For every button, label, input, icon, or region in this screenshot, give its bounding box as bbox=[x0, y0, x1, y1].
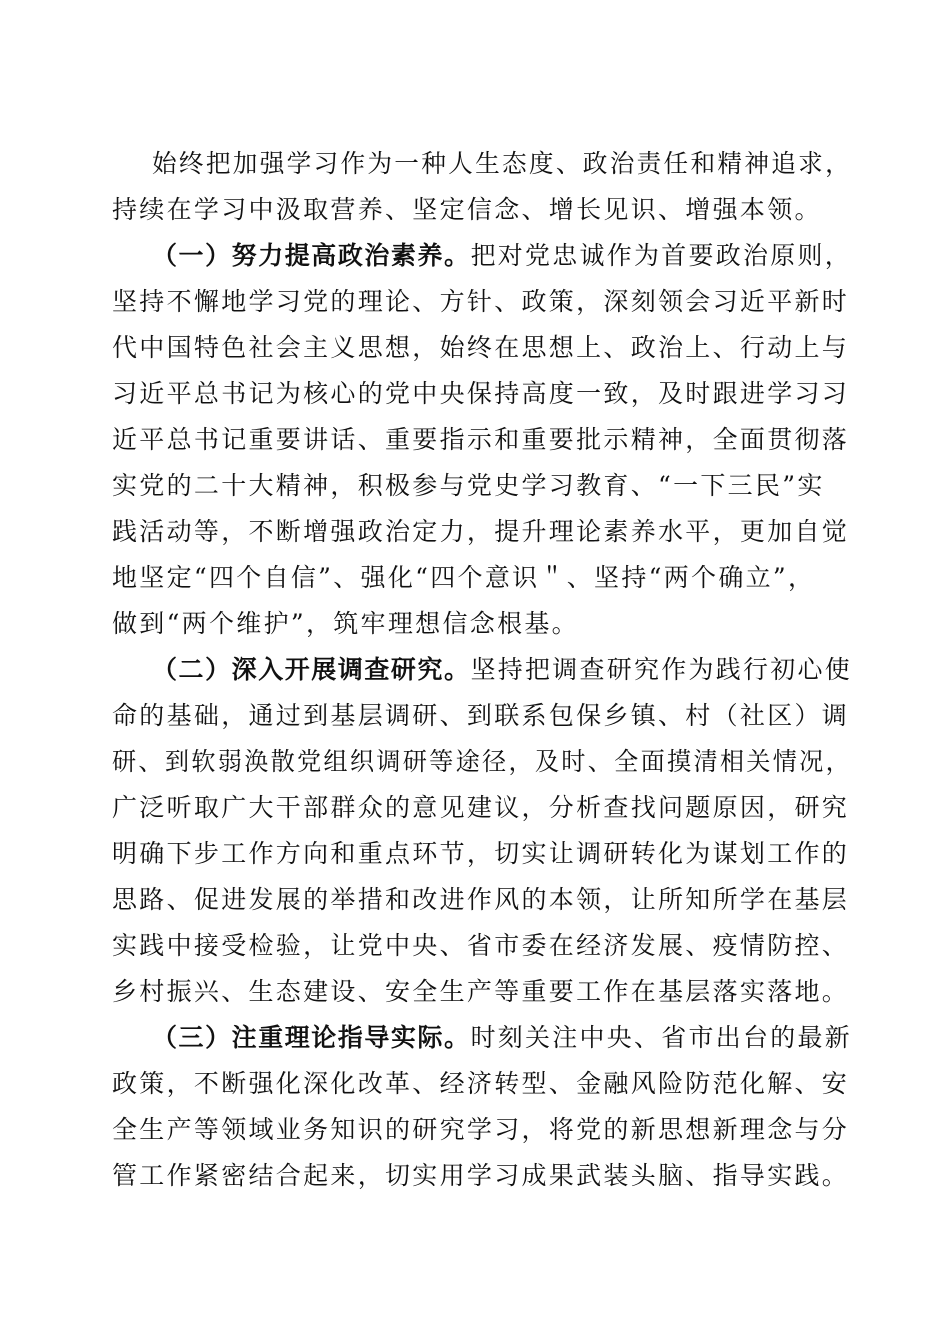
body-text: 管工作紧密结合起来，切实用学习成果武装头脑、指导实践。 bbox=[112, 1161, 850, 1190]
body-text: 习近平总书记为核心的党中央保持高度一致，及时跟进学习习 bbox=[112, 379, 850, 408]
paragraph-2-line-4 bbox=[112, 371, 852, 417]
body-text: 始终把加强学习作为一种人生态度、政治责任和精神追求， bbox=[152, 149, 853, 178]
paragraph-3-line-5 bbox=[112, 831, 852, 877]
paragraph-2-line-2 bbox=[112, 279, 852, 325]
paragraph-2-line-6 bbox=[112, 463, 852, 509]
paragraph-3-line-3 bbox=[112, 739, 853, 785]
paragraph-4-line-4 bbox=[112, 1153, 852, 1199]
paragraph-2-line-9 bbox=[112, 601, 852, 647]
paragraph-1-line-1 bbox=[152, 141, 853, 187]
paragraph-4-line-1 bbox=[152, 1015, 851, 1061]
paragraph-3-line-6 bbox=[112, 877, 852, 923]
paragraph-4-line-2 bbox=[112, 1061, 852, 1107]
paragraph-2-line-5 bbox=[112, 417, 852, 463]
paragraph-2-line-7 bbox=[112, 509, 852, 555]
paragraph-2-line-8 bbox=[112, 555, 852, 601]
paragraph-3-line-4 bbox=[112, 785, 852, 831]
section-heading-3: （三）注重理论指导实际。 bbox=[152, 1023, 471, 1052]
paragraph-1-line-2 bbox=[112, 187, 852, 233]
body-text: 践活动等，不断增强政治定力，提升理论素养水平，更加自觉 bbox=[112, 517, 850, 546]
body-text: 明确下步工作方向和重点环节，切实让调研转化为谋划工作的 bbox=[112, 839, 850, 868]
paragraph-3-line-7 bbox=[112, 923, 852, 969]
body-text: 持续在学习中汲取营养、坚定信念、增长见识、增强本领。 bbox=[112, 195, 822, 224]
body-text: 坚持把调查研究作为践行初心使 bbox=[470, 655, 853, 684]
paragraph-3-line-2 bbox=[112, 693, 852, 739]
section-heading-2: （二）深入开展调查研究。 bbox=[152, 655, 471, 684]
body-text: 代中国特色社会主义思想，始终在思想上、政治上、行动上与 bbox=[112, 333, 850, 362]
body-text: 全生产等领域业务知识的研究学习，将党的新思想新理念与分 bbox=[112, 1115, 850, 1144]
paragraph-2-line-3 bbox=[112, 325, 852, 371]
body-text: 时刻关注中央、省市出台的最新 bbox=[470, 1023, 853, 1052]
body-text: 做到“两个维护”，筑牢理想信念根基。 bbox=[112, 609, 579, 638]
body-text: 思路、促进发展的举措和改进作风的本领，让所知所学在基层 bbox=[112, 885, 850, 914]
body-text: 命的基础，通过到基层调研、到联系包保乡镇、村（社区）调 bbox=[112, 701, 850, 730]
section-heading-1: （一）努力提高政治素养。 bbox=[152, 241, 471, 270]
body-text: 实践中接受检验，让党中央、省市委在经济发展、疫情防控、 bbox=[112, 931, 850, 960]
paragraph-3-line-8 bbox=[112, 969, 852, 1015]
body-text: 近平总书记重要讲话、重要指示和重要批示精神，全面贯彻落 bbox=[112, 425, 850, 454]
paragraph-2-line-1 bbox=[152, 233, 851, 279]
body-text: 坚持不懈地学习党的理论、方针、政策，深刻领会习近平新时 bbox=[112, 287, 850, 316]
body-text: 政策，不断强化深化改革、经济转型、金融风险防范化解、安 bbox=[112, 1069, 850, 1098]
paragraph-3-line-1 bbox=[152, 647, 851, 693]
body-text: 研、到软弱涣散党组织调研等途径，及时、全面摸清相关情况， bbox=[112, 747, 853, 776]
body-text: 地坚定“四个自信”、强化“四个意识＂、坚持“两个确立”， bbox=[112, 563, 816, 592]
body-text: 把对党忠诚作为首要政治原则， bbox=[470, 241, 853, 270]
body-text: 乡村振兴、生态建设、安全生产等重要工作在基层落实落地。 bbox=[112, 977, 850, 1006]
paragraph-4-line-3 bbox=[112, 1107, 852, 1153]
body-text: 实党的二十大精神，积极参与党史学习教育、“一下三民”实 bbox=[112, 471, 825, 500]
body-text: 广泛听取广大干部群众的意见建议，分析查找问题原因，研究 bbox=[112, 793, 850, 822]
